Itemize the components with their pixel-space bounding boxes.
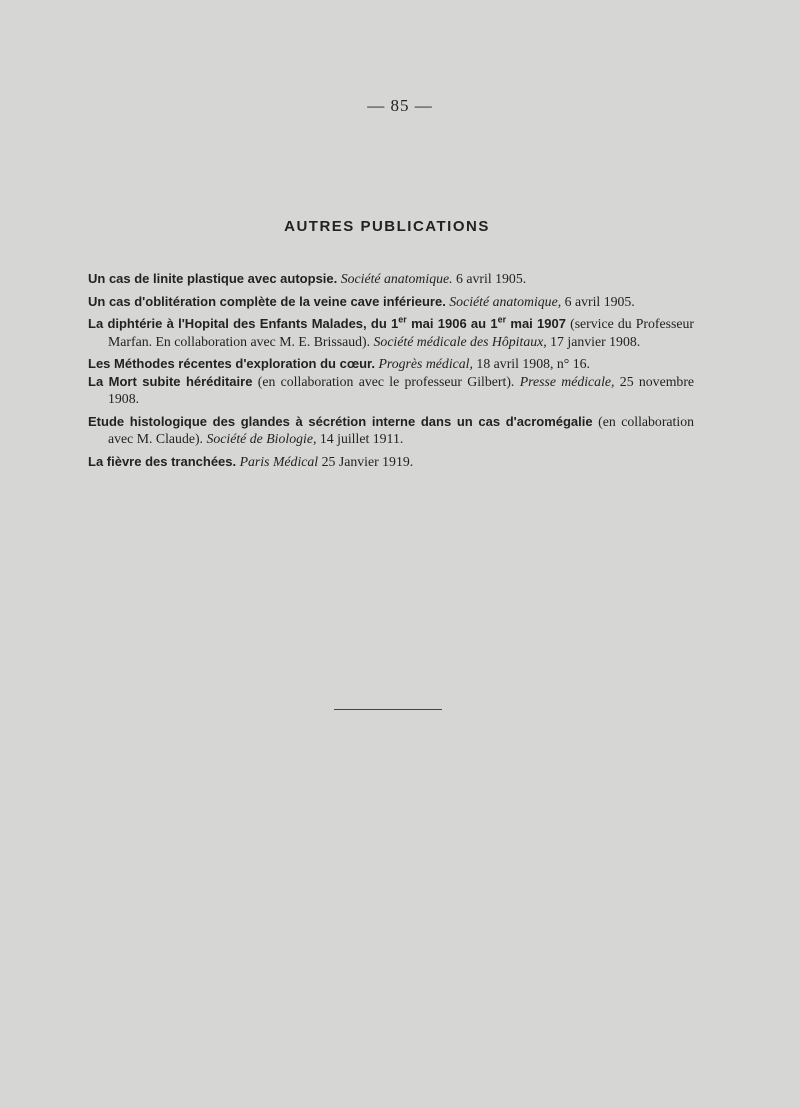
publication-details: 6 avril 1905.: [456, 271, 527, 286]
publication-title: Etude histologique des glandes à sécrétion interne dans un cas d'acromégalie: [88, 413, 593, 429]
publication-title: Un cas d'oblitération complète de la veine cave inférieure.: [88, 293, 446, 309]
publication-journal: Paris Médical: [239, 453, 319, 469]
publication-journal: Société de Biologie,: [206, 431, 317, 446]
publication-note: (service du Professeur Marfan. En collaboration avec M. E. Brissaud).: [108, 316, 695, 349]
title-part: mai 1907: [506, 316, 566, 331]
publication-item: [88, 315, 694, 350]
publication-journal: Société anatomique.: [340, 271, 453, 286]
publication-note: (en collaboration avec le professeur Gilbert).: [257, 373, 515, 389]
publication-item: [88, 270, 694, 288]
page-number: — 85 —: [367, 96, 433, 115]
publication-title: Les Méthodes récentes d'exploration du cœur.: [88, 356, 375, 371]
publication-journal: Société médicale des Hôpitaux,: [373, 333, 547, 349]
publication-journal: Progrès médical,: [378, 356, 473, 371]
separator-rule: [334, 709, 442, 710]
title-part: mai 1906 au 1: [406, 316, 498, 331]
publication-item: [88, 373, 694, 408]
publication-note: (en collaboration avec M. Claude).: [108, 413, 695, 446]
title-superscript: er: [497, 314, 507, 325]
publication-details: 14 juillet 1911.: [319, 431, 404, 446]
publication-title: La fièvre des tranchées.: [88, 453, 237, 469]
title-part: La diphtérie à l'Hopital des Enfants Malades, du 1: [88, 316, 399, 331]
section-title: AUTRES PUBLICATIONS: [284, 218, 490, 235]
publication-item: [88, 453, 694, 471]
publication-list: [88, 270, 694, 470]
publication-item: [88, 413, 694, 448]
publication-details: 6 avril 1905.: [564, 293, 635, 309]
publication-title: Un cas de linite plastique avec autopsie.: [88, 271, 338, 286]
publication-details: 17 janvier 1908.: [550, 333, 641, 349]
publication-item: [88, 355, 694, 373]
publication-details: 25 novembre 1908.: [108, 373, 695, 406]
publication-title: La Mort subite héréditaire: [88, 373, 253, 389]
publication-journal: Société anatomique,: [449, 293, 562, 309]
publication-details: 18 avril 1908, n° 16.: [476, 356, 591, 371]
title-superscript: er: [398, 314, 407, 325]
publication-title: [88, 316, 566, 331]
publication-journal: Presse médicale,: [519, 373, 615, 389]
publication-details: 25 Janvier 1919.: [321, 453, 414, 469]
publication-item: [88, 293, 694, 311]
